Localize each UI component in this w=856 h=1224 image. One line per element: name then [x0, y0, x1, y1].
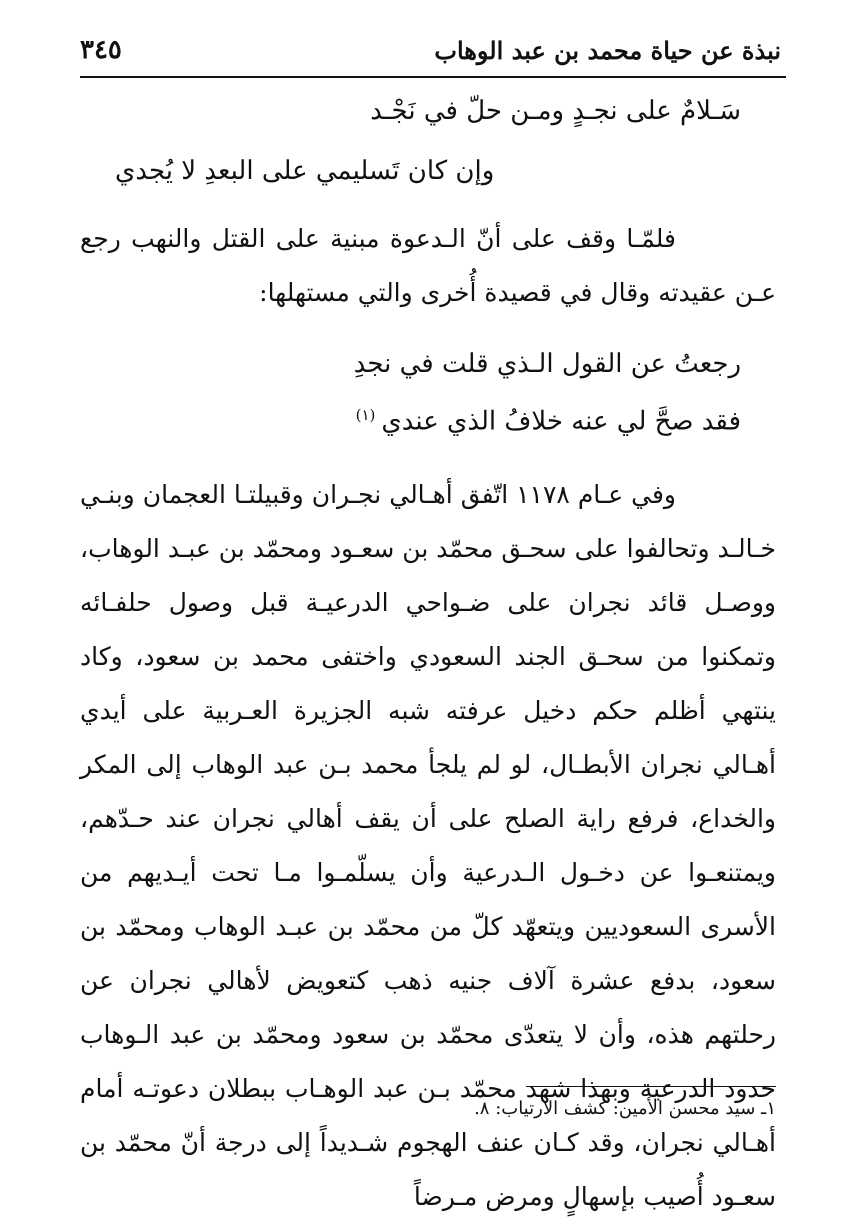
footnote-marker: (١): [355, 406, 376, 424]
footnote: ١ـ سيد محسن الأمين: كشف الارتياب: ٨.: [474, 1098, 776, 1119]
verse-line-3: رجعتُ عن القول الـذي قلت في نجدِ: [353, 349, 741, 379]
running-head: [80, 28, 781, 72]
paragraph-2: وفي عـام ١١٧٨ اتّفق أهـالي نجـران وقبيلتـا العجمان وبنـي خـالـد وتحالفوا على سحـق محمّد بن سعـود ومحمّد بن عبـد الوهاب، ووصـل قائد نجران على ضـواحي الدرعيـة قبل وصول حلفـائه وتمكنوا من سحـق الجند السعودي واختفى محمد بن سعود، وكاد ينتهي أظلم حكم دخيل عرفته شبه الجزيرة العـربية على أيدي أهـالي نجران الأبطـال، لو لم يلجأ محمد بـن عبد الوهاب إلى المكر والخداع، فرفع راية الصلح على أن يقف أهالي نجران عند حـدّهم، ويمتنعـوا عن دخـول الـدرعية وأن يسلّمـوا مـا تحت أيـديهم من الأسرى السعوديين ويتعهّد كلّ من محمّد بن عبـد الوهاب ومحمّد بن سعود، بدفع عشرة آلاف جنيه ذهب كتعويض لأهالي نجران عن رحلتهم هذه، وأن لا يتعدّى محمّد بن سعود ومحمّد بن عبد الـوهاب حدود الدرعية وبهذا شهد محمّد بـن عبد الوهـاب ببطلان دعوتـه أمام أهـالي نجران، وقد كـان عنف الهجوم شـديداً إلى درجة أنّ محمّد بن سعـود أُصيب بإسهالٍ ومرض مـرضاً: [80, 480, 776, 1211]
paragraph-1: فلمّـا وقف على أنّ الـدعوة مبنية على القتل والنهب رجع عـن عقيدته وقال في قصيدة أُخرى والتي مستهلها:: [80, 224, 776, 307]
verse-line-2: وإن كان تَسليمي على البعدِ لا يُجدي: [115, 156, 495, 186]
verse-line-4: [356, 406, 741, 437]
page-number: ٣٤٥: [80, 35, 122, 65]
verse-line-4-text: فقد صحَّ لي عنه خلافُ الذي عندي: [381, 406, 741, 437]
verse-line-1: سَـلامٌ على نجـدٍ ومـن حلّ في نَجْـد: [370, 96, 741, 126]
running-title: نبذة عن حياة محمد بن عبد الوهاب: [434, 35, 781, 65]
footnote-rule: [526, 1086, 776, 1087]
header-rule: [80, 76, 786, 78]
